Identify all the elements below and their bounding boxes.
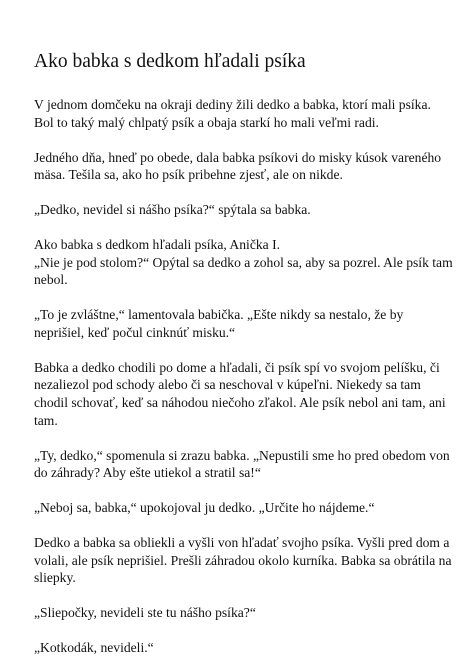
- paragraph-line: „Kotkodák, nevideli.“: [34, 640, 154, 656]
- document-body: [34, 96, 453, 657]
- paragraph-line: V jednom domčeku na okraji dediny žili dedko a babka, ktorí mali psíka.: [34, 97, 431, 112]
- paragraph-line: tam.: [34, 412, 58, 428]
- paragraph: [34, 639, 444, 657]
- paragraph-line: „Nie je pod stolom?“ Opýtal sa dedko a zohol sa, aby sa pozrel. Ale psík tam: [34, 254, 453, 270]
- paragraph-line: sliepky.: [34, 570, 76, 586]
- paragraph-line: „To je zvláštne,“ lamentovala babička. „Ešte nikdy sa nestalo, že by: [34, 307, 404, 323]
- paragraph-line: volali, ale psík neprišiel. Prešli záhradou okolo kurníka. Babka sa obrátila na: [34, 552, 452, 568]
- paragraph: [34, 236, 453, 289]
- paragraph: [34, 201, 444, 219]
- paragraph-line: nebol.: [34, 272, 68, 288]
- paragraph-line: „Ty, dedko,“ spomenula si zrazu babka. „Nepustili sme ho pred obedom von: [34, 447, 450, 463]
- paragraph: [34, 96, 444, 131]
- paragraph-line: Babka a dedko chodili po dome a hľadali, či psík spí vo svojom pelíšku, či: [34, 359, 440, 375]
- paragraph: [34, 604, 444, 622]
- paragraph: [34, 447, 450, 482]
- paragraph: [34, 534, 452, 587]
- paragraph-line: „Neboj sa, babka,“ upokojoval ju dedko. „Určite ho nájdeme.“: [34, 500, 375, 516]
- paragraph-line: chodil schovať, keď sa náhodou niečoho zľakol. Ale psík nebol ani tam, ani: [34, 395, 446, 411]
- paragraph-line: do záhrady? Aby ešte utiekol a stratil sa!“: [34, 465, 261, 481]
- paragraph-line: nezaliezol pod schody alebo či sa neschoval v kúpeľni. Niekedy sa tam: [34, 377, 421, 393]
- paragraph-line: Ako babka s dedkom hľadali psíka, Anička I.: [34, 237, 281, 253]
- document-title: Ako babka s dedkom hľadali psíka: [34, 51, 306, 72]
- paragraph-line: Jedného dňa, hneď po obede, dala babka psíkovi do misky kúsok vareného: [34, 149, 442, 165]
- paragraph-line: Dedko a babka sa obliekli a vyšli von hľadať svojho psíka. Vyšli pred dom a: [34, 535, 450, 551]
- paragraph-line: mäsa. Tešila sa, ako ho psík pribehne zjesť, ale on nikde.: [34, 167, 343, 183]
- paragraph-line: „Dedko, nevidel si nášho psíka?“ spýtala sa babka.: [34, 202, 311, 218]
- paragraph: [34, 359, 444, 429]
- paragraph-line: neprišiel, keď počul cinknúť misku.“: [34, 324, 236, 340]
- paragraph: [34, 149, 444, 184]
- paragraph: [34, 499, 444, 517]
- paragraph: [34, 306, 444, 341]
- paragraph-line: Bol to taký malý chlpatý psík a obaja starkí ho mali veľmi radi.: [34, 114, 379, 130]
- paragraph-line: „Sliepočky, nevideli ste tu nášho psíka?“: [34, 605, 256, 621]
